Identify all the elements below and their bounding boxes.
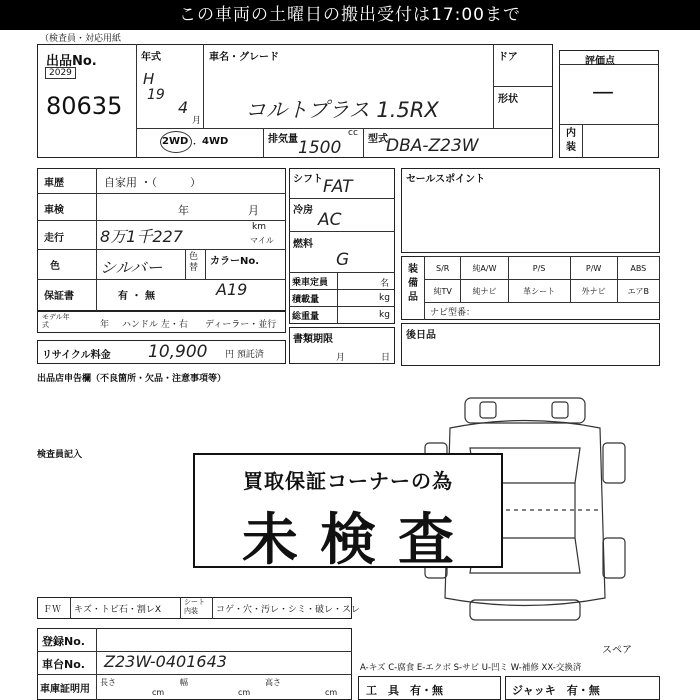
score-value: — (592, 80, 614, 105)
year-month-unit: 月 (192, 116, 202, 126)
cert-cm-3: cm (325, 688, 338, 697)
model-year-handle: ハンドル 左・右 (122, 320, 188, 330)
equip-r1-1: 純A/W (461, 257, 508, 280)
recycle-label: リサイクル料金 (42, 350, 111, 361)
year-value: 19 (147, 87, 165, 103)
seat-label: シート内装 (184, 598, 205, 615)
model-label: 型式 (368, 134, 388, 145)
score-label: 評価点 (585, 56, 615, 67)
jack-text: ジャッキ 有・無 (512, 684, 600, 697)
reg-label: 登録No. (42, 635, 85, 648)
inspection-month: 月 (248, 204, 259, 217)
damage-legend: A-キズ C-腐食 E-エクボ S-サビ U-凹ミ W-補修 XX-交換済 (360, 663, 582, 673)
year-month: 4 (178, 98, 189, 117)
sales-point-label: セールスポイント (406, 174, 486, 185)
load-unit: kg (379, 293, 390, 303)
drive-circle (160, 131, 192, 153)
drive-2wd: 2WD (162, 136, 189, 147)
fw-text: キズ・トビ石・割レX (74, 605, 161, 615)
after-label: 後日品 (406, 330, 436, 341)
inspection-year: 年 (178, 204, 189, 217)
color-change: 色替 (189, 252, 199, 273)
history-text: 自家用 ・（ ） (104, 176, 201, 189)
color-code-label: カラーNo. (210, 256, 260, 267)
aircon-label: 冷房 (293, 205, 313, 216)
navi-label: ナビ型番： (430, 308, 476, 318)
aircon-value: AC (318, 210, 342, 230)
stamp-main-text: 未検査 (242, 508, 476, 573)
tools-text: 工 具 有・無 (366, 684, 443, 697)
year-label: 年式 (141, 52, 161, 63)
door-label: ドア (498, 52, 518, 63)
cert-width: 幅 (180, 678, 188, 687)
weight-unit: kg (379, 310, 390, 320)
load-label: 積載量 (292, 295, 320, 305)
lot-number: 80635 (46, 92, 123, 120)
after-box (401, 323, 660, 366)
color-label: 色 (50, 261, 60, 272)
equip-r1-4: ABS (617, 257, 659, 280)
mileage-label: 走行 (44, 233, 64, 244)
weight-label: 総重量 (292, 312, 320, 322)
equip-r1-3: P/W (570, 257, 617, 280)
shape-label: 形状 (498, 94, 518, 105)
car-name: コルトプラス 1.5RX (245, 98, 439, 122)
displacement-label: 排気量 (268, 134, 298, 145)
equip-r2-3: 外ナビ (570, 280, 617, 303)
shift-label: シフト (293, 174, 323, 185)
color-value: シルバー (100, 258, 163, 277)
inspector-label: 検査員記入 (37, 450, 83, 460)
doc-period-month: 月 (336, 353, 346, 363)
drive-4wd: 4WD (202, 136, 229, 147)
doc-period-day: 日 (381, 353, 391, 363)
mileage-value: 8万1千227 (100, 227, 183, 246)
equip-r2-0: 純TV (425, 280, 461, 303)
cert-height: 高さ (265, 678, 281, 687)
inspection-label: 車検 (44, 205, 64, 216)
equip-r1-2: P/S (508, 257, 570, 280)
capacity-label: 乗車定員 (292, 278, 329, 288)
chassis-value: Z23W-0401643 (104, 652, 227, 671)
model-value: DBA-Z23W (386, 136, 479, 156)
mileage-km: km (252, 222, 266, 232)
unchecked-stamp (193, 453, 503, 573)
fuel-value: G (336, 250, 350, 270)
model-year-label: モデル年式 (42, 313, 70, 329)
displacement-unit: cc (348, 128, 358, 138)
equip-r1-0: S/R (425, 257, 461, 280)
declaration-label: 出品店申告欄（不良箇所・欠品・注意事項等） (37, 374, 227, 384)
equip-r2-2: 革シート (508, 280, 570, 303)
equipment-label: 装備品 (408, 264, 418, 303)
recycle-value: 10,900 (148, 342, 208, 362)
stamp-top-text: 買取保証コーナーの為 (243, 469, 453, 493)
fuel-label: 燃料 (293, 239, 313, 250)
seat-text: コゲ・穴・汚レ・シミ・破レ・スレ (216, 605, 361, 615)
cert-cm-2: cm (238, 688, 251, 697)
model-year-year: 年 (100, 320, 110, 330)
equip-r2-1: 純ナビ (461, 280, 508, 303)
model-year-dealer: ディーラー・並行 (205, 320, 277, 330)
fw-label: ＦＷ (43, 605, 62, 615)
displacement-value: 1500 (298, 138, 342, 158)
warranty-label: 保証書 (44, 291, 74, 302)
cert-length: 長さ (100, 678, 116, 687)
spare-label: スペア (602, 645, 632, 656)
lot-tag: 2029 (45, 67, 76, 79)
cert-label: 車庫証明用 (40, 684, 90, 695)
mileage-mile: マイル (250, 236, 274, 245)
lot-label: 出品No. (46, 54, 97, 69)
warranty-text: 有 ・ 無 (118, 291, 155, 302)
banner: この車両の土曜日の搬出受付は17:00まで (0, 0, 700, 30)
chassis-label: 車台No. (42, 658, 85, 671)
capacity-unit: 名 (380, 279, 390, 289)
history-label: 車歴 (44, 178, 64, 189)
equipment-table (424, 256, 660, 303)
car-label: 車名・グレード (209, 52, 279, 63)
color-code: A19 (216, 280, 248, 299)
interior-label: 内装 (566, 128, 576, 153)
year-era: H (143, 70, 155, 88)
equip-r2-4: エアB (617, 280, 659, 303)
cert-cm-1: cm (152, 688, 165, 697)
doc-period-label: 書類期限 (293, 334, 333, 345)
header-note: （検査員・対応用紙 (40, 34, 122, 44)
shift-value: FAT (323, 177, 353, 197)
recycle-unit: 円 預託済 (225, 350, 264, 360)
